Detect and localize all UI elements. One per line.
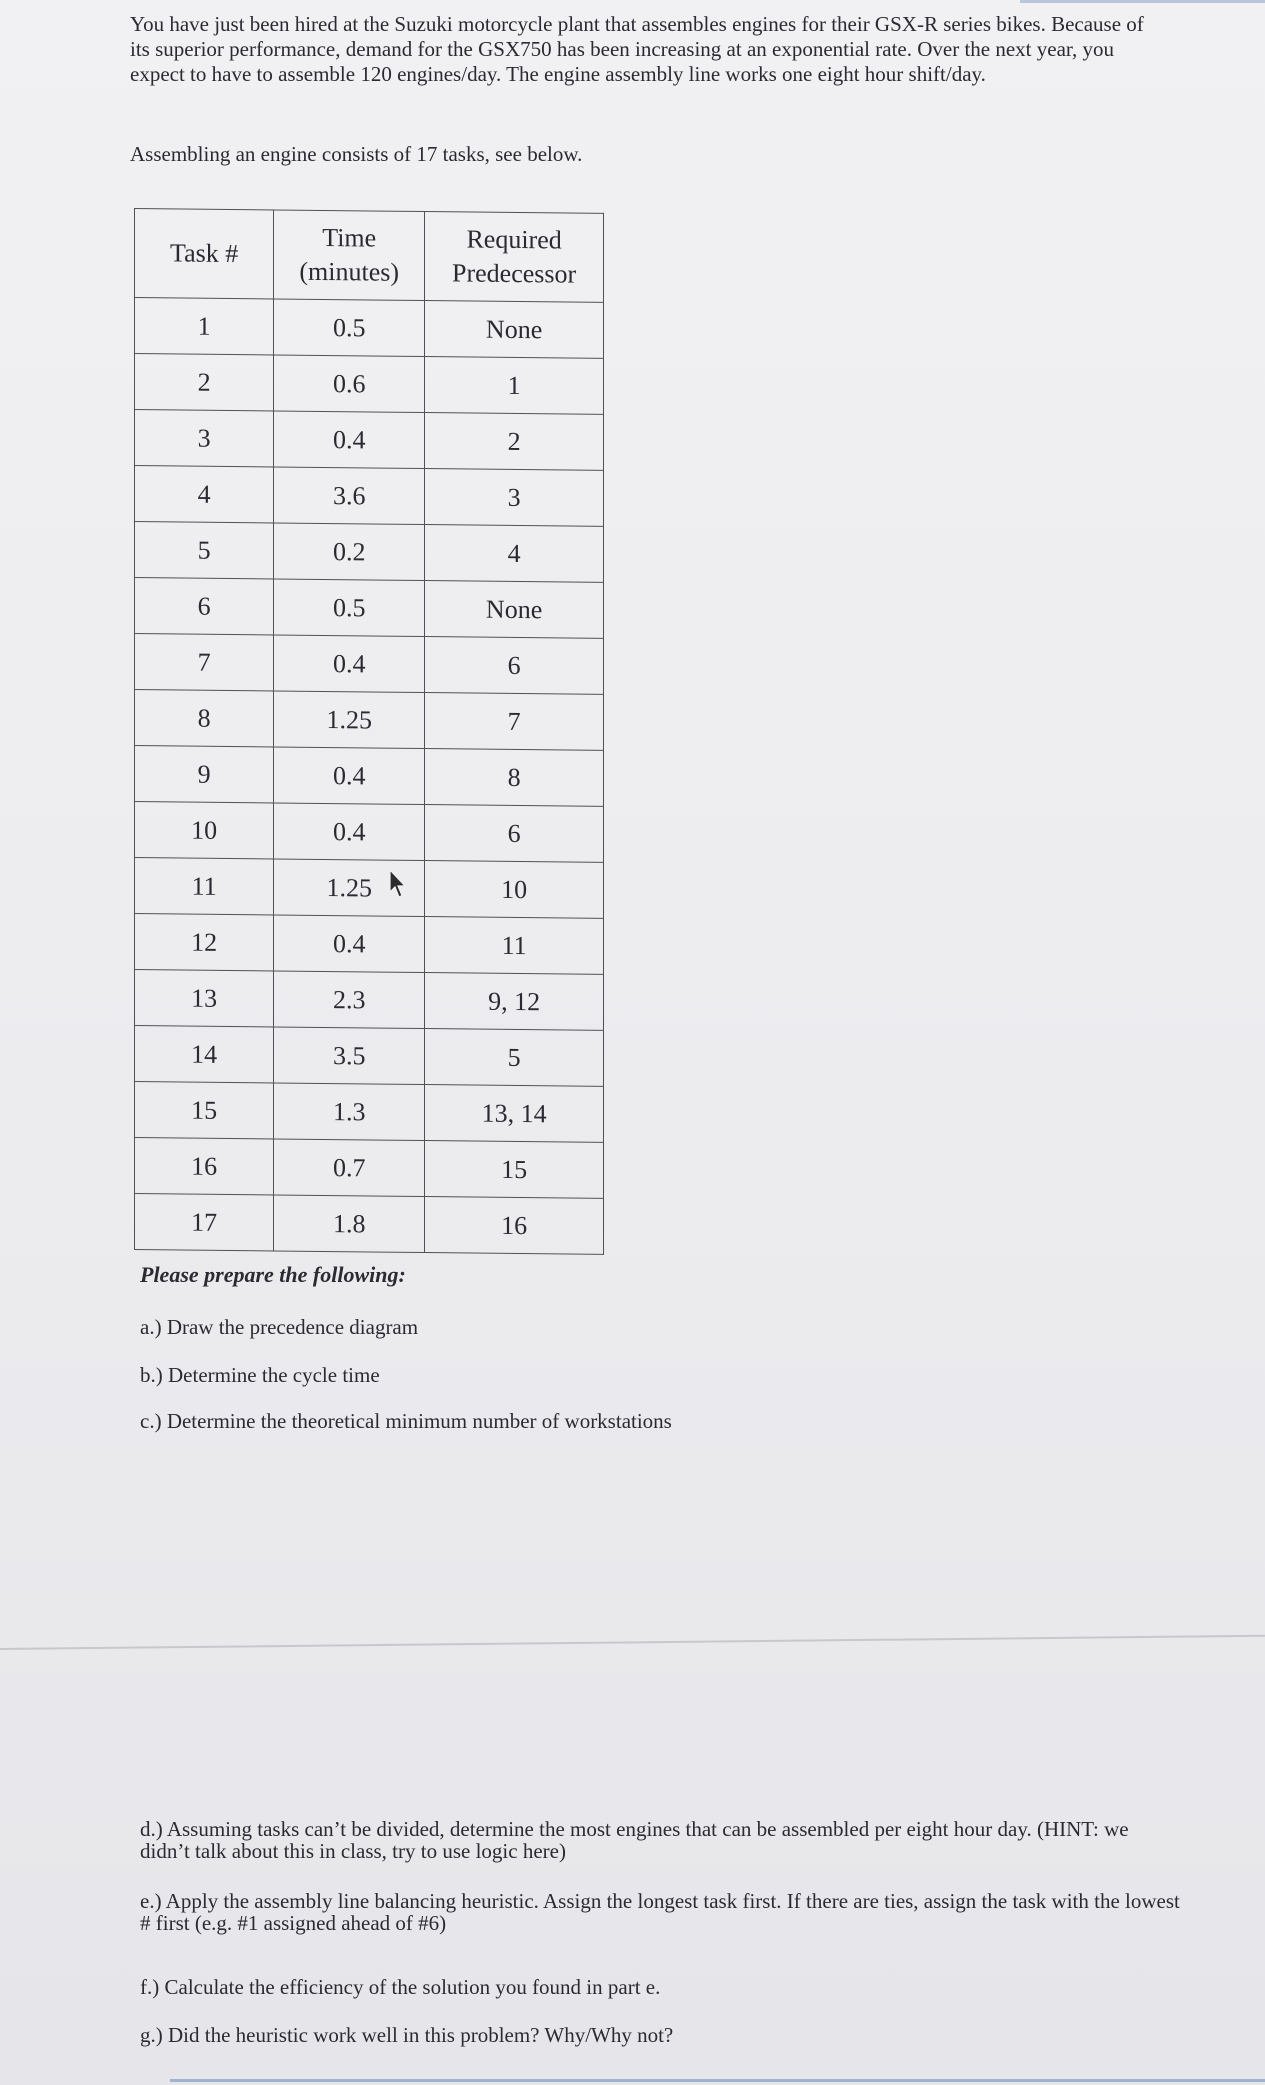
page-divider <box>0 1635 1265 1650</box>
time-cell: 1.8 <box>274 1195 425 1253</box>
problem-intro: You have just been hired at the Suzuki motorcycle plant that assembles engines for their GSX-R series bikes. Because of its superior performance, demand for the GSX750 has been increasing at an exponential rate. Over the next year, you expect to have to assemble 120 engines/day. The engine assembly line works one eight hour shift/day. <box>130 12 1144 86</box>
time-cell: 0.4 <box>274 803 425 861</box>
table-row <box>135 858 604 919</box>
time-cell: 0.2 <box>274 523 425 581</box>
table-row <box>135 1194 604 1255</box>
question-c: c.) Determine the theoretical minimum number of workstations <box>140 1409 672 1433</box>
top-divider <box>1020 0 1265 3</box>
time-cell: 3.6 <box>274 467 425 525</box>
prepare-heading: Please prepare the following: <box>140 1262 406 1287</box>
time-cell: 0.4 <box>274 635 425 693</box>
header-predecessor: Required Predecessor <box>425 212 604 303</box>
predecessor-cell: 1 <box>425 357 604 415</box>
time-cell: 1.25 <box>274 859 425 917</box>
task-number-cell: 5 <box>135 522 274 579</box>
task-number-cell: 8 <box>135 690 274 747</box>
table-row <box>135 466 604 527</box>
predecessor-cell: 11 <box>425 917 604 975</box>
bottom-divider <box>170 2079 1265 2082</box>
predecessor-cell: 5 <box>425 1029 604 1087</box>
header-task: Task # <box>135 209 274 299</box>
table-row <box>135 914 604 975</box>
table-row <box>135 970 604 1031</box>
predecessor-cell: 6 <box>425 637 604 695</box>
predecessor-cell: 15 <box>425 1141 604 1199</box>
header-time: Time (minutes) <box>274 210 425 301</box>
task-number-cell: 14 <box>135 1026 274 1083</box>
predecessor-cell: None <box>425 581 604 639</box>
predecessor-cell: 4 <box>425 525 604 583</box>
time-cell: 0.6 <box>274 355 425 413</box>
table-row <box>135 354 604 415</box>
table-header-row <box>135 209 604 303</box>
task-number-cell: 17 <box>135 1194 274 1251</box>
predecessor-cell: 16 <box>425 1197 604 1255</box>
task-number-cell: 16 <box>135 1138 274 1195</box>
predecessor-cell: 6 <box>425 805 604 863</box>
task-table-body <box>135 298 604 1255</box>
predecessor-cell: 8 <box>425 749 604 807</box>
task-number-cell: 2 <box>135 354 274 411</box>
predecessor-cell: 13, 14 <box>425 1085 604 1143</box>
table-row <box>135 1082 604 1143</box>
time-cell: 0.5 <box>274 579 425 637</box>
question-g: g.) Did the heuristic work well in this problem? Why/Why not? <box>140 2023 674 2047</box>
time-cell: 0.4 <box>274 915 425 973</box>
table-row <box>135 522 604 583</box>
task-number-cell: 4 <box>135 466 274 523</box>
table-row <box>135 1026 604 1087</box>
task-number-cell: 10 <box>135 802 274 859</box>
time-cell: 0.7 <box>274 1139 425 1197</box>
task-number-cell: 7 <box>135 634 274 691</box>
task-number-cell: 13 <box>135 970 274 1027</box>
time-cell: 0.4 <box>274 411 425 469</box>
predecessor-cell: 9, 12 <box>425 973 604 1031</box>
predecessor-cell: 3 <box>425 469 604 527</box>
question-d: d.) Assuming tasks can’t be divided, determine the most engines that can be assembled per eight hour day. (HINT: we didn’t talk about this in class, try to use logic here) <box>140 1817 1129 1863</box>
predecessor-cell: 10 <box>425 861 604 919</box>
time-cell: 0.5 <box>274 299 425 357</box>
task-number-cell: 15 <box>135 1082 274 1139</box>
table-row <box>135 802 604 863</box>
task-number-cell: 11 <box>135 858 274 915</box>
table-row <box>135 578 604 639</box>
question-a: a.) Draw the precedence diagram <box>140 1315 419 1339</box>
predecessor-cell: None <box>425 301 604 359</box>
time-cell: 1.25 <box>274 691 425 749</box>
time-cell: 3.5 <box>274 1027 425 1085</box>
tasks-intro: Assembling an engine consists of 17 tasks, see below. <box>130 142 583 166</box>
table-row <box>135 298 604 359</box>
task-table <box>134 208 604 1255</box>
table-row <box>135 410 604 471</box>
table-row <box>135 1138 604 1199</box>
question-f: f.) Calculate the efficiency of the solution you found in part e. <box>140 1975 661 1999</box>
task-number-cell: 12 <box>135 914 274 971</box>
time-cell: 2.3 <box>274 971 425 1029</box>
time-cell: 0.4 <box>274 747 425 805</box>
question-e: e.) Apply the assembly line balancing heuristic. Assign the longest task first. If there are ties, assign the task with the lowest # first (e.g. #1 assigned ahead of #6) <box>140 1889 1180 1935</box>
table-row <box>135 690 604 751</box>
predecessor-cell: 7 <box>425 693 604 751</box>
task-number-cell: 3 <box>135 410 274 467</box>
mouse-pointer-icon <box>388 868 410 900</box>
task-number-cell: 6 <box>135 578 274 635</box>
time-cell: 1.3 <box>274 1083 425 1141</box>
predecessor-cell: 2 <box>425 413 604 471</box>
task-number-cell: 9 <box>135 746 274 803</box>
table-row <box>135 746 604 807</box>
table-row <box>135 634 604 695</box>
task-number-cell: 1 <box>135 298 274 355</box>
question-b: b.) Determine the cycle time <box>140 1363 380 1387</box>
